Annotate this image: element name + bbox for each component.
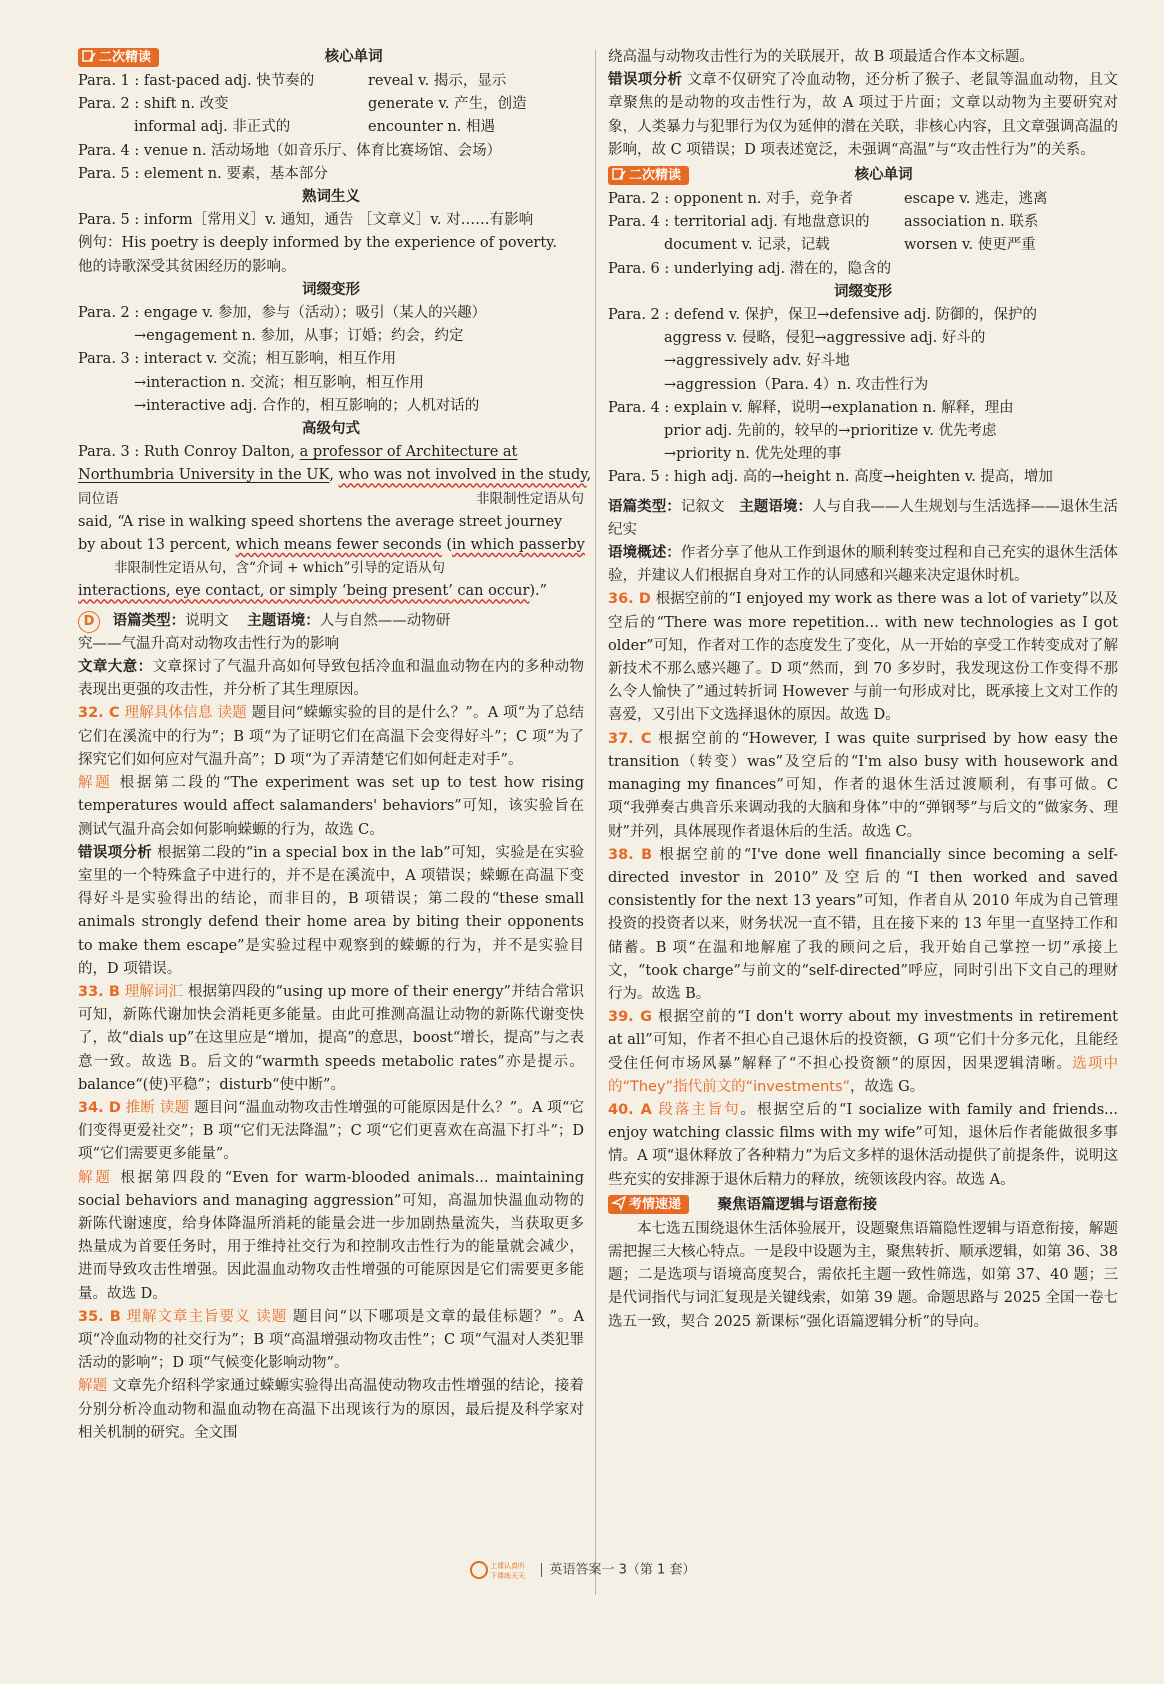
- grammar-annotation: 同位语 非限制性定语从句: [78, 490, 584, 507]
- question-32-solution: 解题 根据第二段的“The experiment was set up to test how rising temperatures would affect salamanders' behaviors”可知，该实验旨在测试气温升高会如何影响蝾螈的行为，故选 C。: [78, 775, 585, 838]
- sentence-line: said, “A rise in walking speed shortens the average street journey: [78, 513, 563, 530]
- vocab-row: Para. 4 : territorial adj. 有地盘意识的 association n. 联系: [608, 214, 1039, 231]
- column-divider: [595, 50, 596, 1595]
- vocab-row: Para. 1 : fast-paced adj. 快节奏的 reveal v. 揭示，显示: [78, 73, 507, 89]
- sentence-line: interactions, eye contact, or simply ‘being present’ can occur).”: [78, 583, 548, 600]
- sentence-title: 高级句式: [302, 421, 360, 438]
- badge-label: 二次精读: [99, 49, 152, 65]
- affix-line: Para. 4 : explain v. 解释，说明→explanation n. 解释，理由: [608, 399, 1014, 416]
- question-34-solution: 解题 根据第四段的“Even for warm-blooded animals... maintaining social behaviors and managing aggression”可知，高温加快温血动物的新陈代谢速度，给身体降温所消耗的能量会进一步加剧热量流失，当获取更多热量成为首要任务时，用于维持社交行为和控制攻击性行为的能量就会减少，进而导致攻击性增强。因此温血动物攻击性增强的可能原因是它们需要更多能量。故选 D。: [78, 1169, 585, 1302]
- passage-summary: 语境概述：作者分享了他从工作到退休的顺利转变过程和自己充实的退休生活体验，并建议人们根据自身对工作的认同感和兴趣来决定退休时机。: [608, 545, 1119, 585]
- question-35-error-analysis: 错误项分析 文章不仅研究了冷血动物，还分析了猴子、老鼠等温血动物，且文章聚焦的是动物的攻击性行为，故 A 项过于片面；文章以动物为主要研究对象，人类暴力与犯罪行为仅为延伸的潜在关联，非核心内容，且文章强调高温的影响，故 C 项错误；D 项表述宽泛，未强调“高温”与“攻击性行为”的关系。: [608, 72, 1119, 158]
- vocab-row: informal adj. 非正式的 encounter n. 相遇: [134, 119, 495, 136]
- vocab-title: 核心单词: [854, 167, 913, 184]
- question-40: 40. A 段落主旨句。根据空后的“I socialize with family and friends... enjoy watching classic films with my wife”可知，退休后作者能做很多事情。A 项“退休释放了各种精力”为后文多样的退休活动提供了前提条件，说明这些充实的安排源于退休后精力的释放，统领该段内容。故选 A。: [608, 1101, 1119, 1188]
- affix-line: →priority n. 优先处理的事: [664, 446, 842, 463]
- vocab-line: Para. 6 : underlying adj. 潜在的，隐含的: [608, 260, 892, 277]
- affix-line: Para. 3 : interact v. 交流；相互影响，相互作用: [78, 351, 397, 368]
- question-36: 36. D 根据空前的“I enjoyed my work as there was a lot of variety”以及空后的“There was more repetition... with new technologies as I got older”可知，作者对工作的态度发生了变化，从一开始的享受工作转变成对了解新技术不那么感兴趣了。D 项“然而，到 70 多岁时，我发现这份工作变得不那么令人愉快了”通过转折词 However 与前一句形成对比，既承接上文对工作的喜爱，又引出下文选择退休的原因。故选 D。: [608, 591, 1118, 724]
- page-footer: [0, 1558, 1164, 1588]
- passage-d-header: D 语篇类型：说明文 主题语境：人与自然——动物研: [78, 610, 584, 633]
- answer-page: [70, 46, 1125, 1641]
- vocab-line: Para. 4 : venue n. 活动场地（如音乐厅、体育比赛场馆、会场）: [78, 142, 502, 159]
- vocab-title: 核心单词: [324, 49, 383, 65]
- affix-line: →aggressively adv. 好斗地: [664, 353, 850, 370]
- left-column: [78, 46, 592, 1445]
- affix-line: →aggression（Para. 4）n. 攻击性行为: [664, 376, 929, 393]
- idiom-line: Para. 5 : inform［常用义］v. 通知，通告 ［文章义］v. 对……有影响: [78, 212, 534, 229]
- affix-line: prior adj. 先前的，较早的→prioritize v. 优先考虑: [664, 423, 997, 440]
- question-38: 38. B 根据空前的“I've done well financially since becoming a self-directed investor in 2010”及空后的“I then worked and saved consistently for the next 13 years”可知，作者自从 2010 年成为自己管理投资的投资者以来，财务状况一直不错，且在接下来的 13 年里一直坚持工作和储蓄。B 项“在温和地解雇了我的顾问之后，我开始自己掌控一切”承接上文，“took charge”与前文的“self-directed”呼应，同时引出下文自己的理财行为。故选 B。: [608, 846, 1119, 1002]
- question-34: 34. D 推断 读题 题目问“温血动物攻击性增强的可能原因是什么？”。A 项“它们变得更爱社交”；B 项“它们无法降温”；C 项“它们更喜欢在高温下打斗”；D 项“它们需要更多能量”。: [78, 1099, 585, 1163]
- footer-label: 英语答案一 3（第 1 套）: [549, 1562, 696, 1578]
- affix-title: 词缀变形: [302, 281, 360, 298]
- focus-text: 本七选五围绕退休生活体验展开，设题聚焦语篇隐性逻辑与语意衔接，解题需把握三大核心特点。一是段中设题为主，聚焦转折、顺承逻辑，如第 36、38 题；二是选项与语境高度契合，需依托主题一致性筛选，如第 37、40 题；三是代词指代与词汇复现是关键线索，如第 39 题。命题思路与 2025 全国一卷七选五一致，契合 2025 新课标“强化语篇逻辑分析”的导向。: [608, 1220, 1118, 1330]
- focus-title: 聚焦语篇逻辑与语意衔接: [717, 1196, 878, 1213]
- affix-line: Para. 5 : high adj. 高的→height n. 高度→heighten v. 提高，增加: [608, 469, 1053, 486]
- publisher-logo: [469, 1558, 533, 1582]
- idiom-title: 熟词生义: [302, 189, 360, 206]
- badge-label: 二次精读: [629, 167, 682, 183]
- badge-label: 考情速递: [629, 1197, 682, 1213]
- question-32: 32. C 理解具体信息 读题 题目问“蝾螈实验的目的是什么？”。A 项“为了总结它们在溪流中的行为”；B 项“为了证明它们在高温下会变得好斗”；C 项“为了探究它们如何应对气温升高”；D 项“为了弄清楚它们如何赶走对手”。: [78, 705, 585, 768]
- affix-line: Para. 2 : defend v. 保护，保卫→defensive adj. 防御的，保护的: [608, 307, 1038, 324]
- exam-trend-badge: [608, 1195, 689, 1214]
- affix-line: Para. 2 : engage v. 参加，参与（活动）；吸引（某人的兴趣）: [78, 305, 487, 322]
- passage-letter: D: [78, 611, 100, 633]
- svg-text:上课认真听: 上课认真听: [489, 1562, 525, 1570]
- footer-separator: [541, 1563, 542, 1577]
- question-35-continued: 绕高温与动物攻击性行为的关联展开，故 B 项最适合作本文标题。: [608, 49, 1034, 65]
- question-35: 35. B 理解文章主旨要义 读题 题目问“以下哪项是文章的最佳标题？”。A 项“冷血动物的社交行为”；B 项“高温增强动物攻击性”；C 项“气温对人类犯罪活动的影响”；D 项“气候变化影响动物”。: [78, 1308, 585, 1372]
- affix-title: 词缀变形: [834, 283, 892, 300]
- vocab-row: Para. 2 : shift n. 改变 generate v. 产生，创造: [78, 96, 527, 113]
- pencil-book-icon: [82, 49, 96, 63]
- idiom-line: 他的诗歌深受其贫困经历的影响。: [78, 258, 296, 275]
- affix-line: →interaction n. 交流；相互影响，相互作用: [134, 374, 424, 391]
- affix-line: aggress v. 侵略，侵犯→aggressive adj. 好斗的: [664, 330, 986, 347]
- question-35-solution: 解题 文章先介绍科学家通过蝾螈实验得出高温使动物攻击性增强的结论，接着分别分析冷血动物和温血动物在高温下出现该行为的原因，最后提及科学家对相关机制的研究。全文围: [78, 1378, 585, 1441]
- vocab-line: Para. 5 : element n. 要素，基本部分: [78, 165, 328, 182]
- passage-summary: 文章大意：文章探讨了气温升高如何导致包括冷血和温血动物在内的多种动物表现出更强的攻击性，并分析了其生理原因。: [78, 659, 585, 699]
- svg-text:下课练天天: 下课练天天: [489, 1572, 525, 1580]
- question-32-error-analysis: 错误项分析 根据第二段的“in a special box in the lab”可知，实验是在实验室里的一个特殊盒子中进行的，并不是在溪流中，A 项错误；蝾螈在高温下变得好斗是实验得出的结论，而非目的，B 项错误；第二段的“these small animals strongly defend their home area by biting their opponents to make them escape”是实验过程中观察到的蝾螈的行为，并不是实验目的，D 项错误。: [78, 844, 585, 977]
- question-39: 39. G 根据空前的“I don't worry about my investments in retirement at all”可知，作者不担心自己退休后的投资额，G 项“它们十分多元化，且能经受住任何市场风暴”解释了“不担心投资额”的原因，因果逻辑清晰。选项中的“They”指代前文的“investments”，故选 G。: [608, 1009, 1118, 1095]
- idiom-line: 例句：His poetry is deeply informed by the experience of poverty.: [78, 235, 558, 252]
- affix-line: →interactive adj. 合作的，相互影响的；人机对话的: [134, 397, 480, 414]
- send-icon: [612, 1196, 626, 1210]
- affix-line: →engagement n. 参加，从事；订婚；约会，约定: [134, 328, 464, 345]
- sentence-line: Para. 3 : Ruth Conroy Dalton, a professor of Architecture at: [78, 444, 518, 461]
- vocab-row: document v. 记录，记载 worsen v. 使更严重: [664, 237, 1036, 254]
- question-33: 33. B 理解词汇 根据第四段的“using up more of their energy”并结合常识可知，新陈代谢加快会消耗更多能量。由此可推测高温让动物的新陈代谢变快了，故“dials up”在这里应是“增加，提高”的意思，boost“增长，提高”与之表意一致。故选 B。后文的“warmth speeds metabolic rates”亦是提示。balance“(使)平稳”；disturb“使中断”。: [78, 983, 585, 1093]
- sentence-line: by about 13 percent, which means fewer seconds (in which passerby: [78, 537, 585, 554]
- vocab-row: Para. 2 : opponent n. 对手，竞争者 escape v. 逃走，逃离: [608, 191, 1048, 208]
- section-badge: [78, 48, 159, 67]
- sentence-line: Northumbria University in the UK, who was not involved in the study,: [78, 467, 592, 484]
- passage-e-header: 语篇类型：记叙文 主题语境：人与自我——人生规划与生活选择——退休生活纪实: [608, 498, 1118, 538]
- grammar-annotation: 非限制性定语从句，含“介词 + which”引导的定语从句: [114, 560, 446, 577]
- pencil-book-icon: [612, 167, 626, 181]
- right-column: [608, 46, 1118, 1334]
- question-37: 37. C 根据空前的“However, I was quite surprised by how easy the transition（转变）was”及空后的“I'm also busy with housework and managing my finances”可知，作者的退休生活过渡顺利，有事可做。C 项“我弹奏古典音乐来调动我的大脑和身体”中的“弹钢琴”与后文的“做家务、理财”并列，具体展现作者退休后的生活。故选 C。: [608, 730, 1118, 840]
- section-badge: [608, 166, 689, 185]
- theme-continued: 究——气温升高对动物攻击性行为的影响: [78, 635, 339, 652]
